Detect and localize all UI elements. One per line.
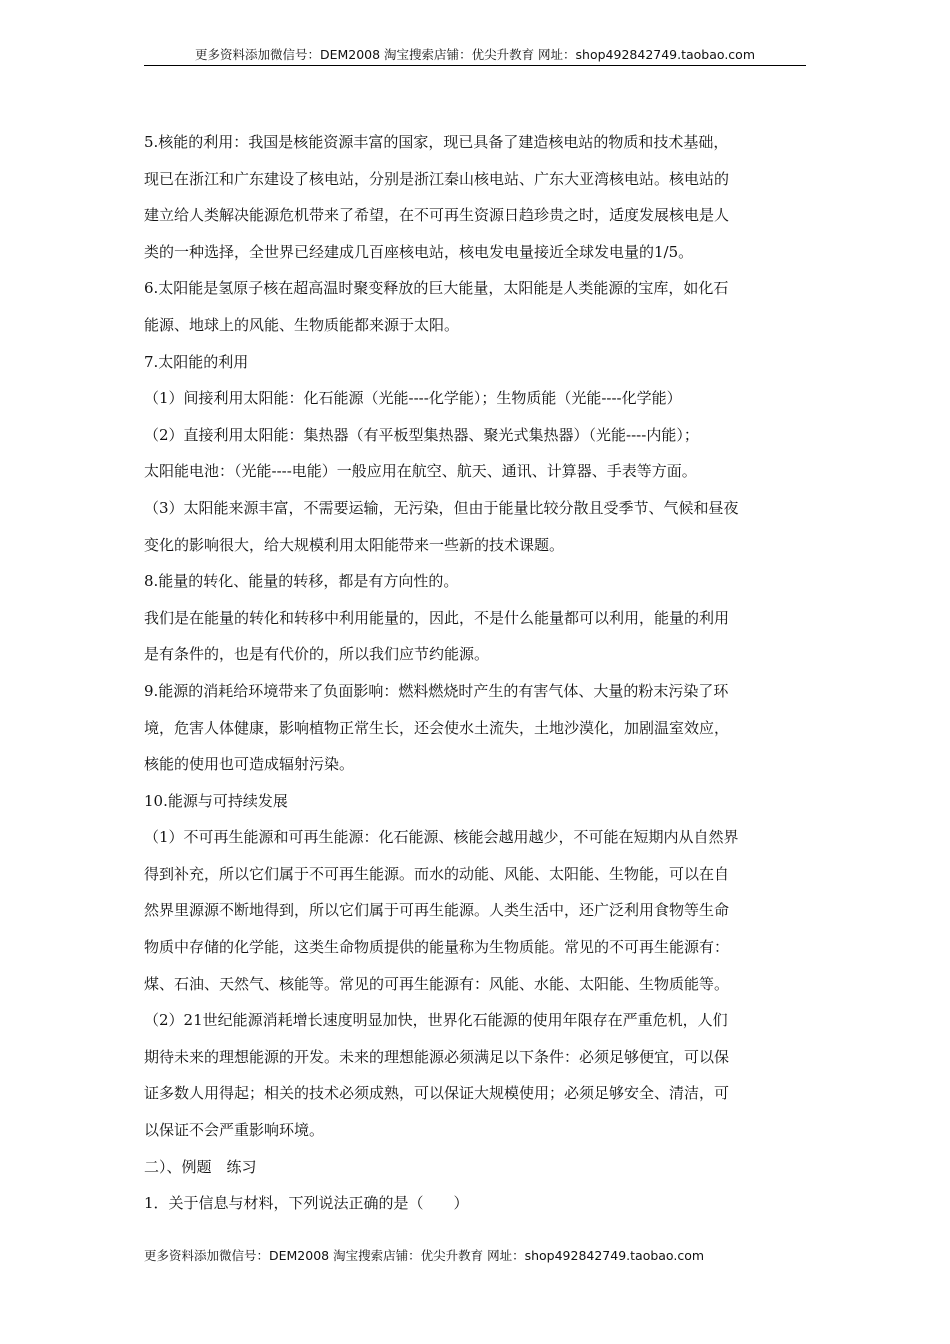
paragraph-line: 是有条件的，也是有代价的，所以我们应节约能源。	[144, 645, 490, 664]
document-body	[144, 124, 808, 1222]
paragraph-line: 现已在浙江和广东建设了核电站，分别是浙江秦山核电站、广东大亚湾核电站。核电站的	[144, 169, 730, 188]
paragraph-line: 物质中存储的化学能，这类生命物质提供的能量称为生物质能。常见的不可再生能源有：	[144, 938, 730, 957]
paragraph-line: 核能的使用也可造成辐射污染。	[144, 755, 355, 774]
paragraph-line: 太阳能电池：（光能----电能）一般应用在航空、航天、通讯、计算器、手表等方面。	[144, 462, 697, 481]
paragraph-line: 6.太阳能是氢原子核在超高温时聚变释放的巨大能量，太阳能是人类能源的宝库，如化石	[144, 279, 729, 298]
paragraph-line: 9.能源的消耗给环境带来了负面影响：燃料燃烧时产生的有害气体、大量的粉末污染了环	[144, 681, 729, 700]
paragraph-line: 变化的影响很大，给大规模利用太阳能带来一些新的技术课题。	[144, 535, 565, 554]
page-header: 更多资料添加微信号：DEM2008 淘宝搜索店铺：优尖升教育 网址：shop492842749.taobao.com	[144, 44, 806, 66]
paragraph-line: 我们是在能量的转化和转移中利用能量的，因此，不是什么能量都可以利用，能量的利用	[144, 608, 730, 627]
paragraph-line: 境，危害人体健康，影响植物正常生长，还会使水土流失，土地沙漠化，加剧温室效应，	[144, 718, 730, 737]
paragraph-line: （2）21世纪能源消耗增长速度明显加快，世界化石能源的使用年限存在严重危机，人们	[144, 1011, 728, 1030]
paragraph-line: 5.核能的利用：我国是核能资源丰富的国家，现已具备了建造核电站的物质和技术基础，	[144, 133, 729, 151]
section-heading: 二）、例题 练习	[144, 1157, 257, 1176]
paragraph-line: 类的一种选择，全世界已经建成几百座核电站，核电发电量接近全球发电量的1/5。	[144, 242, 694, 261]
paragraph-line: 证多数人用得起；相关的技术必须成熟，可以保证大规模使用；必须足够安全、清洁，可	[144, 1084, 730, 1103]
section-heading: 10.能源与可持续发展	[144, 791, 288, 810]
question-line: 1．关于信息与材料，下列说法正确的是（ ）	[144, 1194, 469, 1213]
paragraph-line: 煤、石油、天然气、核能等。常见的可再生能源有：风能、水能、太阳能、生物质能等。	[144, 974, 730, 993]
section-heading: 7.太阳能的利用	[144, 352, 249, 371]
paragraph-line: 8.能量的转化、能量的转移，都是有方向性的。	[144, 572, 459, 591]
paragraph-line: （3）太阳能来源丰富，不需要运输，无污染，但由于能量比较分散且受季节、气候和昼夜	[144, 498, 739, 517]
page-footer: 更多资料添加微信号：DEM2008 淘宝搜索店铺：优尖升教育 网址：shop492842749.taobao.com	[144, 1248, 705, 1263]
paragraph-line: 建立给人类解决能源危机带来了希望，在不可再生资源日趋珍贵之时，适度发展核电是人	[144, 206, 730, 225]
paragraph-line: （1）间接利用太阳能：化石能源（光能----化学能）；生物质能（光能----化学能）	[144, 389, 682, 408]
paragraph-line: （1）不可再生能源和可再生能源：化石能源、核能会越用越少，不可能在短期内从自然界	[144, 828, 739, 847]
paragraph-line: （2）直接利用太阳能：集热器（有平板型集热器、聚光式集热器）（光能----内能）；	[144, 425, 699, 444]
paragraph-line: 然界里源源不断地得到，所以它们属于可再生能源。人类生活中，还广泛利用食物等生命	[144, 901, 730, 920]
paragraph-line: 期待未来的理想能源的开发。未来的理想能源必须满足以下条件：必须足够便宜，可以保	[144, 1047, 730, 1066]
paragraph-line: 得到补充，所以它们属于不可再生能源。而水的动能、风能、太阳能、生物能，可以在自	[144, 864, 730, 883]
paragraph-line: 以保证不会严重影响环境。	[144, 1121, 325, 1140]
paragraph-line: 能源、地球上的风能、生物质能都来源于太阳。	[144, 315, 460, 334]
